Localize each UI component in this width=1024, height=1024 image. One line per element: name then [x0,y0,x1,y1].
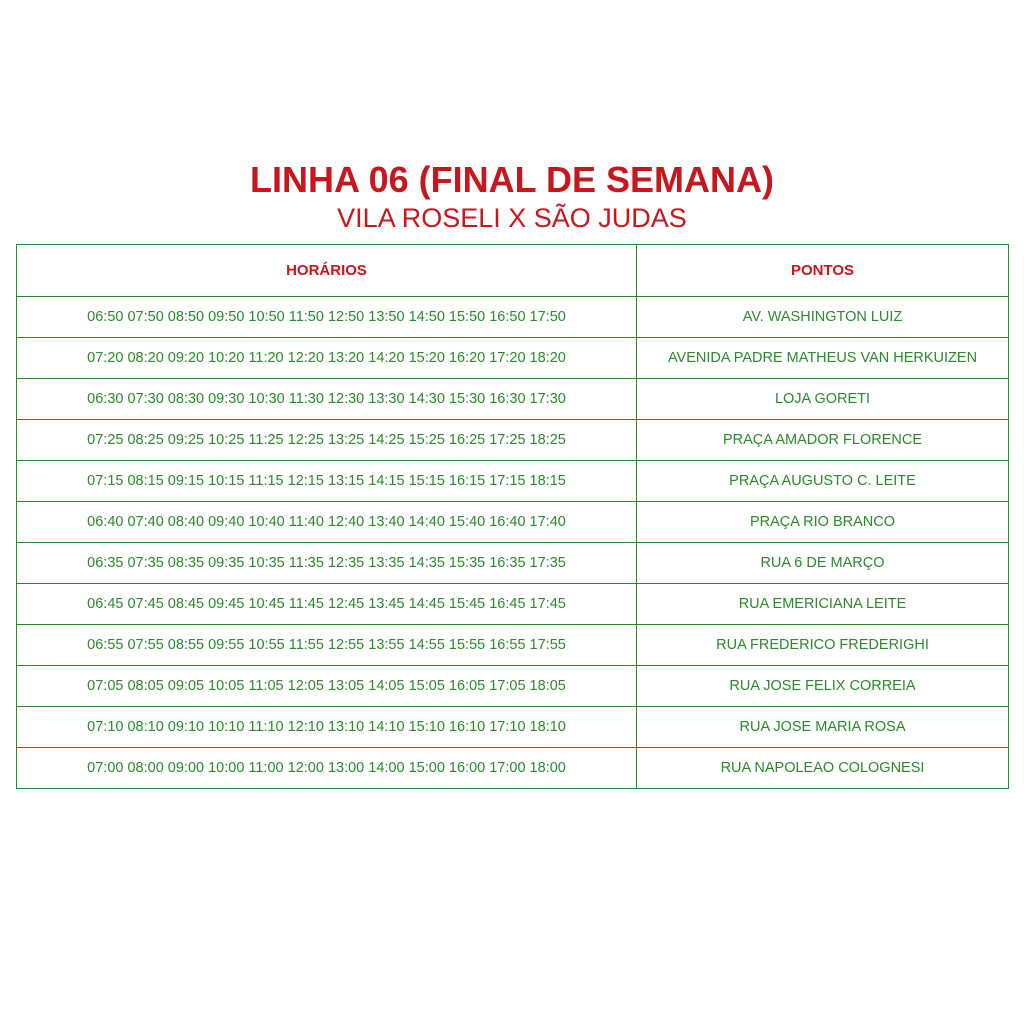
horarios-cell: 06:35 07:35 08:35 09:35 10:35 11:35 12:35 13:35 14:35 15:35 16:35 17:35 [17,543,637,584]
ponto-cell: RUA JOSE FELIX CORREIA [637,666,1009,707]
horarios-cell: 06:40 07:40 08:40 09:40 10:40 11:40 12:40 13:40 14:40 15:40 16:40 17:40 [17,502,637,543]
ponto-cell: RUA FREDERICO FREDERIGHI [637,625,1009,666]
horarios-cell: 06:45 07:45 08:45 09:45 10:45 11:45 12:45 13:45 14:45 15:45 16:45 17:45 [17,584,637,625]
table-row [17,707,1009,748]
table-row [17,543,1009,584]
table-row [17,379,1009,420]
horarios-cell: 07:25 08:25 09:25 10:25 11:25 12:25 13:25 14:25 15:25 16:25 17:25 18:25 [17,420,637,461]
column-header-horarios: HORÁRIOS [17,245,637,297]
ponto-cell: RUA JOSE MARIA ROSA [637,707,1009,748]
page-subtitle: VILA ROSELI X SÃO JUDAS [337,203,687,233]
schedule-table [16,244,1009,789]
page-title: LINHA 06 (FINAL DE SEMANA) [249,159,775,200]
table-row [17,420,1009,461]
horarios-cell: 07:05 08:05 09:05 10:05 11:05 12:05 13:05 14:05 15:05 16:05 17:05 18:05 [17,666,637,707]
horarios-cell: 07:20 08:20 09:20 10:20 11:20 12:20 13:20 14:20 15:20 16:20 17:20 18:20 [17,338,637,379]
horarios-cell: 07:15 08:15 09:15 10:15 11:15 12:15 13:15 14:15 15:15 16:15 17:15 18:15 [17,461,637,502]
table-row [17,625,1009,666]
horarios-cell: 07:00 08:00 09:00 10:00 11:00 12:00 13:00 14:00 15:00 16:00 17:00 18:00 [17,748,637,789]
ponto-cell: PRAÇA AUGUSTO C. LEITE [637,461,1009,502]
column-header-pontos: PONTOS [637,245,1009,297]
horarios-cell: 06:30 07:30 08:30 09:30 10:30 11:30 12:30 13:30 14:30 15:30 16:30 17:30 [17,379,637,420]
horarios-cell: 06:55 07:55 08:55 09:55 10:55 11:55 12:55 13:55 14:55 15:55 16:55 17:55 [17,625,637,666]
table-row [17,666,1009,707]
ponto-cell: RUA NAPOLEAO COLOGNESI [637,748,1009,789]
table-row [17,748,1009,789]
ponto-cell: PRAÇA RIO BRANCO [637,502,1009,543]
table-row [17,584,1009,625]
table-row [17,338,1009,379]
ponto-cell: RUA 6 DE MARÇO [637,543,1009,584]
page-header [0,158,1024,234]
horarios-cell: 07:10 08:10 09:10 10:10 11:10 12:10 13:10 14:10 15:10 16:10 17:10 18:10 [17,707,637,748]
table-row [17,297,1009,338]
table-header-row [17,245,1009,297]
ponto-cell: RUA EMERICIANA LEITE [637,584,1009,625]
ponto-cell: PRAÇA AMADOR FLORENCE [637,420,1009,461]
ponto-cell: LOJA GORETI [637,379,1009,420]
table-row [17,502,1009,543]
table-row [17,461,1009,502]
ponto-cell: AVENIDA PADRE MATHEUS VAN HERKUIZEN [637,338,1009,379]
horarios-cell: 06:50 07:50 08:50 09:50 10:50 11:50 12:50 13:50 14:50 15:50 16:50 17:50 [17,297,637,338]
ponto-cell: AV. WASHINGTON LUIZ [637,297,1009,338]
